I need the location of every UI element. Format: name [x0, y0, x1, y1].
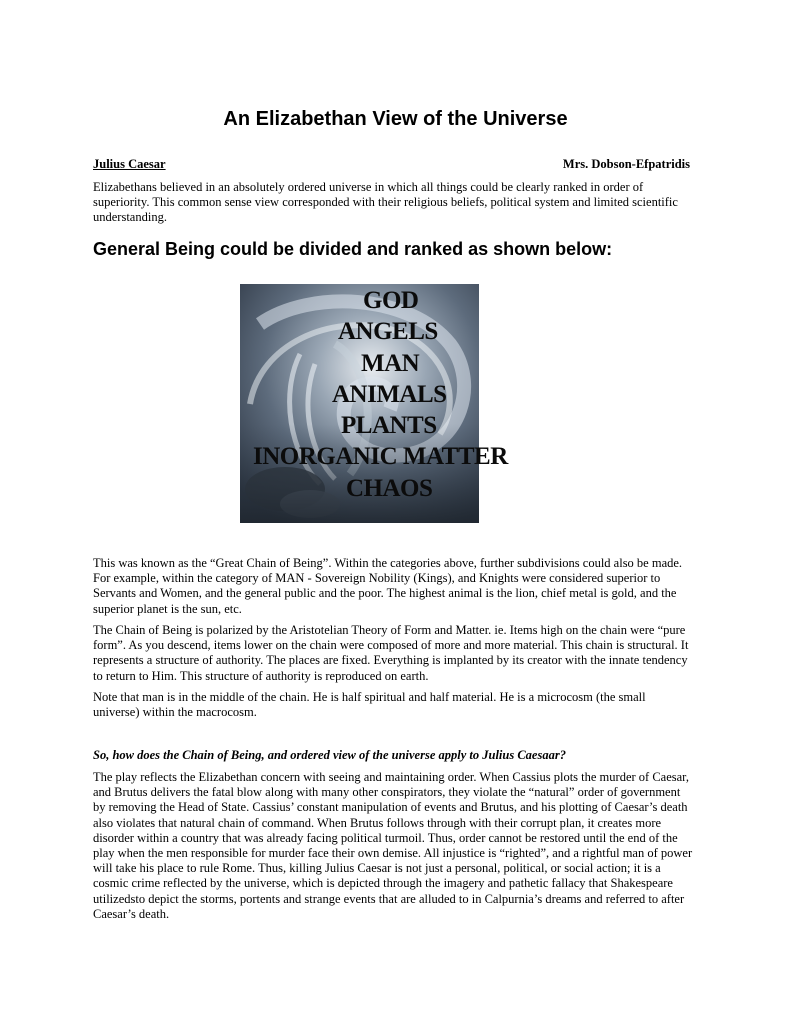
chain-level-chaos: CHAOS: [346, 474, 433, 502]
chain-level-angels: ANGELS: [338, 318, 438, 346]
chain-level-animals: ANIMALS: [332, 380, 447, 408]
answer-paragraph: The play reflects the Elizabethan concern with seeing and maintaining order. When Cassius plots the murder of Caesar, and Brutus delivers the fatal blow along with many other conspirators, they violate the “natural” order of government by removing the Head of State. Cassius’ constant manipulation of events and Brutus, and his plotting of Caesar’s death also violates that natural chain of command. When Brutus follows through with their corrupt plan, it creates more disorder within a country that was already facing political turmoil. Thus, order cannot be restored until the end of the play when the men responsible for murder face their own demise. All injustice is “righted”, and a rightful man of power will take his place to rule Rome. Thus, killing Julius Caesar is not just a personal, political, or social action; it is a cosmic crime reflected by the universe, which is depicted through the imagery and pathetic fallacy that Shakespeare utilizedsto depict the storms, portents and strange events that are alluded to in Calpurnia’s dreams and referred to after Caesar’s death.: [93, 770, 693, 921]
question-heading: So, how does the Chain of Being, and ordered view of the universe apply to Julius Caesaar?: [93, 748, 566, 762]
chain-of-being-list: [240, 285, 550, 504]
chain-level-inorganic-matter: INORGANIC MATTER: [253, 443, 508, 471]
course-name: Julius Caesar: [93, 157, 166, 171]
chain-level-man: MAN: [361, 349, 420, 377]
microcosm-paragraph: Note that man is in the middle of the chain. He is half spiritual and half material. He is a microcosm (the small universe) within the macrocosm.: [93, 690, 646, 720]
great-chain-paragraph: This was known as the “Great Chain of Being”. Within the categories above, further subdivisions could also be made. For example, within the category of MAN - Sovereign Nobility (Kings), and Knights were considered superior to Servants and Women, and the general public and the poor. The highest animal is the lion, chief metal is gold, and the superior planet is the sun, etc.: [93, 556, 683, 616]
chain-level-god: GOD: [363, 287, 419, 314]
document-title: An Elizabethan View of the Universe: [223, 108, 568, 130]
chain-level-plants: PLANTS: [341, 412, 437, 440]
intro-paragraph: Elizabethans believed in an absolutely ordered universe in which all things could be clearly ranked in order of superiority. This common sense view corresponded with their religious beliefs, political system and limited scientific understanding.: [93, 180, 678, 225]
form-matter-paragraph: The Chain of Being is polarized by the Aristotelian Theory of Form and Matter. ie. Items high on the chain were “pure form”. As you descend, items lower on the chain were composed of more and more material. This chain is structural. It represents a structure of authority. The places are fixed. Everything is implanted by its creator with the innate tendency to return to Him. This structure of authority is reproduced on earth.: [93, 623, 689, 683]
teacher-name: Mrs. Dobson-Efpatridis: [562, 157, 690, 171]
section-heading: General Being could be divided and ranked as shown below:: [93, 239, 613, 259]
